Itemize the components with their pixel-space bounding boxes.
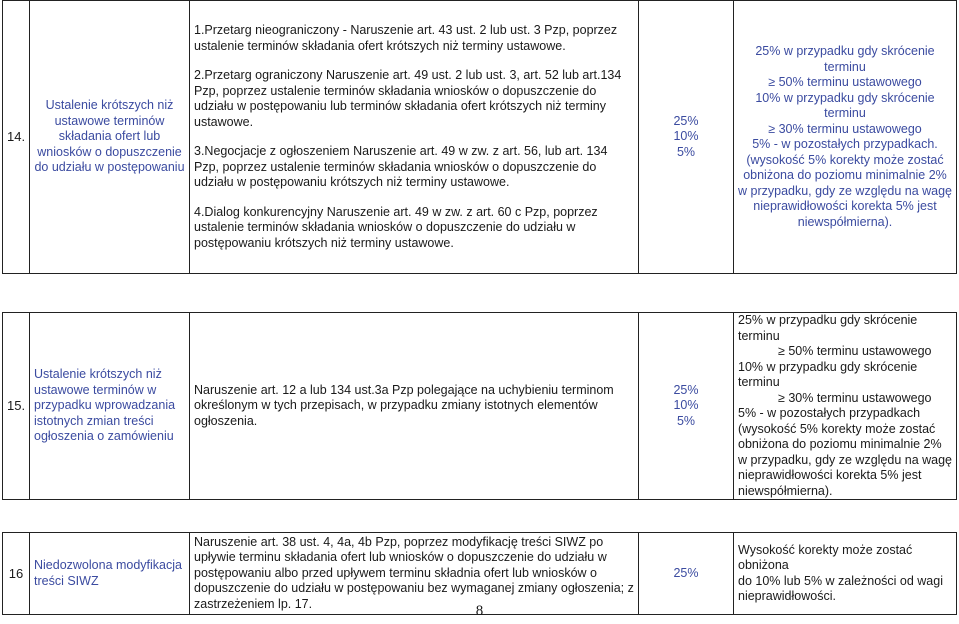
percent-value: 5%: [676, 144, 696, 159]
correction-line: ≥ 30% terminu ustawowego: [778, 390, 932, 405]
row-description: [190, 1, 639, 274]
paragraph: 2.Przetarg ograniczony Naruszenie art. 49 ust. 2 lub ust. 3, art. 52 lub art.134 Pzp, poprzez ustalenie terminów składania wniosków o dopuszczenie do udziału w postępowaniu lub terminów składania ofert krótszych niż terminy ustawowe.: [194, 68, 622, 129]
correction-line: obniżona do poziomu minimalnie 2%: [743, 168, 947, 182]
row-number: 16: [3, 533, 30, 615]
correction-line: nieprawidłowości.: [738, 589, 836, 603]
correction-line: do 10% lub 5% w zależności od wagi: [738, 573, 943, 588]
correction-line: 10% w przypadku gdy skrócenie terminu: [755, 90, 935, 120]
table-row-15: [3, 313, 957, 500]
row-percent: [639, 533, 734, 615]
row-correction: [734, 313, 957, 500]
percent-value: 25%: [673, 565, 699, 580]
correction-line: nieprawidłowości korekta 5% jest: [738, 468, 922, 482]
row-gap: [3, 274, 957, 313]
corrections-table: [2, 0, 957, 615]
correction-line: (wysokość 5% korekty może zostać: [738, 421, 936, 436]
row-number: 15.: [3, 313, 30, 500]
correction-line: 25% w przypadku gdy skrócenie terminu: [738, 313, 918, 343]
paragraph: 3.Negocjacje z ogłoszeniem Naruszenie art. 49 w zw. z art. 56, lub art. 134 Pzp, poprzez ustalenie terminów składania wniosków o dopuszczenie do udziału w postępowaniu krótszych niż terminy ustawowe.: [194, 144, 608, 189]
table-row-14: [3, 1, 957, 274]
correction-line: nieprawidłowości korekta 5% jest: [753, 199, 937, 213]
row-correction: [734, 533, 957, 615]
paragraph: Naruszenie art. 12 a lub 134 ust.3a Pzp polegające na uchybieniu terminom określonym w tych przepisach, w przypadku zmiany istotnych elementów ogłoszenia.: [194, 382, 614, 428]
correction-line: 10% w przypadku gdy skrócenie terminu: [738, 359, 918, 389]
paragraph: Naruszenie art. 38 ust. 4, 4a, 4b Pzp, poprzez modyfikację treści SIWZ po upływie terminu składania ofert lub wniosków o dopuszczenie do udziału w postępowaniu albo przed upływem terminu składnia ofert lub wniosków o dopuszczenie do udziału w postępowaniu bez wymaganej zmiany ogłoszenia; z zastrzeżeniem lp. 17.: [194, 534, 634, 611]
row-topic: Ustalenie krótszych niż ustawowe terminów w przypadku wprowadzania istotnych zmian treści ogłoszenia o zamówieniu: [30, 313, 190, 500]
correction-line: 25% w przypadku gdy skrócenie terminu: [755, 44, 935, 74]
correction-line: ≥ 50% terminu ustawowego: [768, 75, 922, 89]
correction-line: ≥ 50% terminu ustawowego: [778, 344, 932, 358]
percent-value: 5%: [676, 413, 696, 428]
row-gap: [3, 500, 957, 533]
correction-line: obniżona do poziomu minimalnie 2%: [738, 437, 942, 451]
row-topic: Niedozwolona modyfikacja treści SIWZ: [30, 533, 190, 615]
page-number: 8: [475, 603, 484, 619]
correction-line: niewspółmierna).: [738, 483, 833, 498]
row-description: [190, 533, 639, 615]
row-percent: [639, 313, 734, 500]
paragraph: 4.Dialog konkurencyjny Naruszenie art. 49 w zw. z art. 60 c Pzp, poprzez ustalenie terminów składania wniosków o dopuszczenie do udziału w postępowaniu krótszych niż terminy ustawowe.: [194, 204, 598, 250]
percent-value: 10%: [673, 129, 699, 144]
row-description: [190, 313, 639, 500]
row-topic: Ustalenie krótszych niż ustawowe terminów składania ofert lub wniosków o dopuszczenie do udziału w postępowaniu: [30, 1, 190, 274]
row-percent: [639, 1, 734, 274]
correction-line: ≥ 30% terminu ustawowego: [768, 121, 922, 136]
correction-line: w przypadku, gdy ze względu na wagę: [738, 452, 953, 467]
correction-line: 5% - w pozostałych przypadkach: [738, 406, 921, 420]
correction-line: 5% - w pozostałych przypadkach.: [752, 137, 938, 151]
correction-line: niewspółmierna).: [797, 214, 893, 229]
percent-value: 25%: [673, 382, 699, 397]
percent-value: 25%: [673, 113, 699, 128]
correction-line: w przypadku, gdy ze względu na wagę: [738, 183, 953, 198]
row-correction: [734, 1, 957, 274]
paragraph: 1.Przetarg nieograniczony - Naruszenie art. 43 ust. 2 lub ust. 3 Pzp, poprzez ustalenie terminów składania ofert krótszych niż terminy ustawowe.: [194, 23, 618, 53]
correction-line: Wysokość korekty może zostać obniżona: [738, 542, 913, 572]
percent-value: 10%: [673, 398, 699, 413]
correction-line: (wysokość 5% korekty może zostać: [746, 152, 944, 167]
row-number: 14.: [3, 1, 30, 274]
